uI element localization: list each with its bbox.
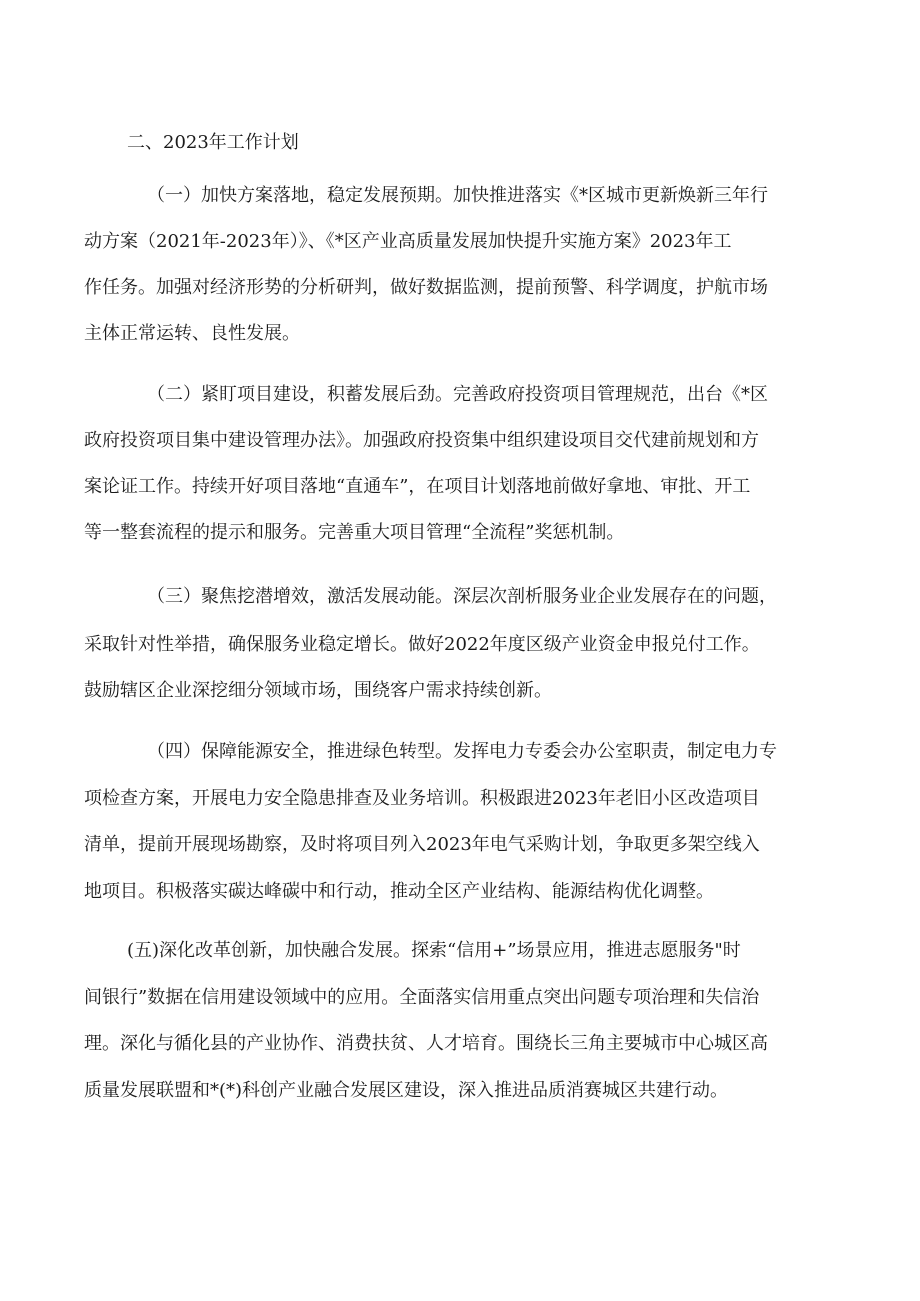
paragraph-line: 地项目。积极落实碳达峰碳中和行动，推动全区产业结构、能源结构优化调整。 xyxy=(84,881,714,902)
paragraph-line: 项检查方案，开展电力安全隐患排查及业务培训。积极跟进2023年老旧小区改造项目 xyxy=(84,788,760,809)
paragraph-line: 等一整套流程的提示和服务。完善重大项目管理“全流程”奖惩机制。 xyxy=(84,522,625,543)
paragraph-line: （四）保障能源安全，推进绿色转型。发挥电力专委会办公室职责，制定电力专 xyxy=(147,741,777,762)
section-heading: 二、2023年工作计划 xyxy=(127,132,299,153)
paragraph-line: 间银行”数据在信用建设领域中的应用。全面落实信用重点突出问题专项治理和失信治 xyxy=(84,987,760,1008)
paragraph-line: （三）聚焦挖潜增效，激活发展动能。深层次剖析服务业企业发展存在的问题， xyxy=(147,586,777,607)
paragraph-line: 清单，提前开展现场勘察，及时将项目列入2023年电气采购计划，争取更多架空线入 xyxy=(84,834,760,855)
paragraph-line: 作任务。加强对经济形势的分析研判，做好数据监测，提前预警、科学调度，护航市场 xyxy=(84,277,768,298)
paragraph-line: 采取针对性举措，确保服务业稳定增长。做好2022年度区级产业资金申报兑付工作。 xyxy=(84,634,760,655)
paragraph-line: （一）加快方案落地，稳定发展预期。加快推进落实《*区城市更新焕新三年行 xyxy=(147,185,768,206)
paragraph-line: 质量发展联盟和*(*)科创产业融合发展区建设，深入推进品质消赛城区共建行动。 xyxy=(84,1080,729,1101)
paragraph-line: （二）紧盯项目建设，积蓄发展后劲。完善政府投资项目管理规范，出台《*区 xyxy=(147,384,768,405)
paragraph-line: 动方案（2021年-2023年）》、《*区产业高质量发展加快提升实施方案》2023年工 xyxy=(84,231,732,252)
paragraph-line: 理。深化与循化县的产业协作、消费扶贫、人才培育。围绕长三角主要城市中心城区高 xyxy=(84,1033,768,1054)
paragraph-line: 鼓励辖区企业深挖细分领域市场，围绕客户需求持续创新。 xyxy=(84,680,552,701)
paragraph-line: 主体正常运转、良性发展。 xyxy=(84,323,300,344)
paragraph-line: 案论证工作。持续开好项目落地“直通车”，在项目计划落地前做好拿地、审批、开工 xyxy=(84,476,751,497)
paragraph-line: (五)深化改革创新，加快融合发展。探索“信用+”场景应用，推进志愿服务"时 xyxy=(127,940,741,961)
paragraph-line: 政府投资项目集中建设管理办法》。加强政府投资集中组织建设项目交代建前规划和方 xyxy=(84,430,759,451)
